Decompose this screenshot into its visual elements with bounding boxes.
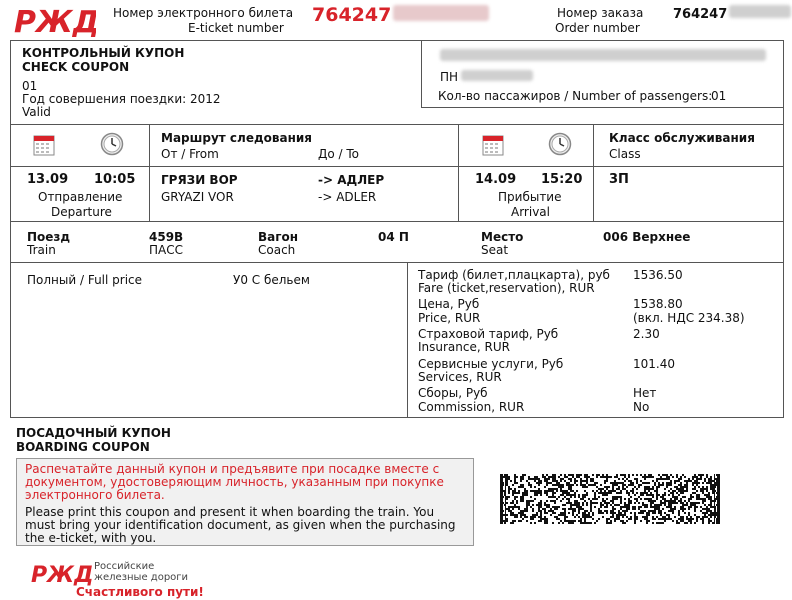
passenger-name-redacted <box>440 49 766 61</box>
clock-icon-arrival <box>548 132 572 156</box>
service-class: У0 С бельем <box>233 273 310 287</box>
coupon-status: Valid <box>22 105 51 119</box>
calendar-icon <box>33 134 55 156</box>
notice-en: Please print this coupon and present it when boarding the train. You must bring your identification document, as given when the purchasing the e-ticket, with you. <box>25 505 456 545</box>
route-header: Маршрут следования <box>161 131 312 145</box>
passenger-document <box>440 70 533 84</box>
seat-label-ru: Место <box>481 230 524 244</box>
order-number-value: 764247 <box>673 7 728 22</box>
price-label-en: Price, RUR <box>418 311 481 325</box>
arrival-label-en: Arrival <box>511 205 550 219</box>
departure-date: 13.09 <box>27 172 69 187</box>
passenger-document-prefix: ПН <box>440 70 459 84</box>
divider-price <box>407 262 408 418</box>
divider-train-bottom <box>10 262 784 263</box>
departure-label-en: Departure <box>51 205 112 219</box>
insurance-value: 2.30 <box>633 327 660 341</box>
rzd-logo <box>12 2 96 38</box>
price-vat: (вкл. НДС 234.38) <box>633 311 745 325</box>
boarding-title-en: BOARDING COUPON <box>16 440 150 454</box>
train-type: ПАСС <box>149 243 183 257</box>
route-from-label: От / From <box>161 147 219 161</box>
class-value: 3П <box>609 172 629 187</box>
services-value: 101.40 <box>633 357 675 371</box>
arrival-label-ru: Прибытие <box>498 190 562 204</box>
coach-label-en: Coach <box>258 243 296 257</box>
coach-label-ru: Вагон <box>258 230 299 244</box>
company-line1: Российские <box>94 561 155 572</box>
class-header-ru: Класс обслуживания <box>609 131 755 145</box>
departure-time: 10:05 <box>94 172 136 187</box>
boarding-title-ru: ПОСАДОЧНЫЙ КУПОН <box>16 426 171 440</box>
check-coupon-title-ru: КОНТРОЛЬНЫЙ КУПОН <box>22 46 185 60</box>
full-price-label: Полный / Full price <box>27 273 143 287</box>
fare-label-en: Fare (ticket,reservation), RUR <box>418 281 595 295</box>
divider-v1 <box>149 124 150 221</box>
eticket-number-redacted <box>393 5 489 21</box>
insurance-label-ru: Страховой тариф, Руб <box>418 327 559 341</box>
order-label-en: Order number <box>555 21 640 35</box>
clock-icon <box>100 132 124 156</box>
divider-v3 <box>593 124 594 221</box>
train-number: 459В <box>149 230 184 244</box>
passengers-label: Кол-во пассажиров / Number of passengers: <box>438 89 713 103</box>
eticket-number <box>312 4 489 26</box>
order-label-ru: Номер заказа <box>557 6 644 20</box>
footer-rzd-logo <box>30 560 92 586</box>
divider-route-bottom <box>10 221 784 222</box>
logo-text: РЖД <box>14 5 96 38</box>
route-from-en: GRYAZI VOR <box>161 190 234 204</box>
fare-value: 1536.50 <box>633 268 683 282</box>
class-header-en: Class <box>609 147 641 161</box>
route-to-ru: -> АДЛЕР <box>318 173 385 187</box>
check-coupon-title-en: CHECK COUPON <box>22 60 130 74</box>
boarding-notice <box>16 458 474 546</box>
slogan: Счастливого пути! <box>76 585 204 599</box>
price-value: 1538.80 <box>633 297 683 311</box>
calendar-icon-arrival <box>482 134 504 156</box>
services-label-ru: Сервисные услуги, Руб <box>418 357 564 371</box>
train-label-ru: Поезд <box>27 230 71 244</box>
eticket-label-en: E-ticket number <box>188 21 284 35</box>
passengers-count: 01 <box>711 89 727 103</box>
eticket-number-value: 764247 <box>312 4 392 26</box>
departure-label-ru: Отправление <box>38 190 123 204</box>
footer-logo-text: РЖД <box>31 563 92 586</box>
divider-route-mid <box>10 166 784 167</box>
notice-ru: Распечатайте данный купон и предъявите при посадке вместе с документом, удостоверяющим личность, указанным при покупке электронного билета. <box>25 462 444 502</box>
train-label-en: Train <box>27 243 56 257</box>
route-to-label: До / To <box>318 147 360 161</box>
insurance-label-en: Insurance, RUR <box>418 340 510 354</box>
coach-value: 04 П <box>378 230 409 244</box>
commission-value-ru: Нет <box>633 386 657 400</box>
arrival-date: 14.09 <box>475 172 517 187</box>
passenger-document-redacted <box>461 70 533 81</box>
commission-label-en: Commission, RUR <box>418 400 525 414</box>
seat-value: 006 Верхнее <box>603 230 691 244</box>
commission-label-ru: Сборы, Руб <box>418 386 488 400</box>
company-line2: железные дороги <box>94 572 189 583</box>
route-to-en: -> ADLER <box>318 190 377 204</box>
divider-v2 <box>458 124 459 221</box>
route-from-ru: ГРЯЗИ ВОР <box>161 173 238 187</box>
fare-label-ru: Тариф (билет,плацкарта), руб <box>418 268 610 282</box>
order-number <box>673 5 791 22</box>
order-number-redacted <box>729 5 791 18</box>
seat-label-en: Seat <box>481 243 509 257</box>
eticket-label-ru: Номер электронного билета <box>113 6 294 20</box>
trip-year: Год совершения поездки: 2012 <box>22 92 221 106</box>
arrival-time: 15:20 <box>541 172 583 187</box>
services-label-en: Services, RUR <box>418 370 502 384</box>
price-label-ru: Цена, Руб <box>418 297 480 311</box>
commission-value-en: No <box>633 400 650 414</box>
barcode <box>500 474 720 524</box>
coupon-code: 01 <box>22 79 38 93</box>
divider-route-top <box>10 124 784 125</box>
